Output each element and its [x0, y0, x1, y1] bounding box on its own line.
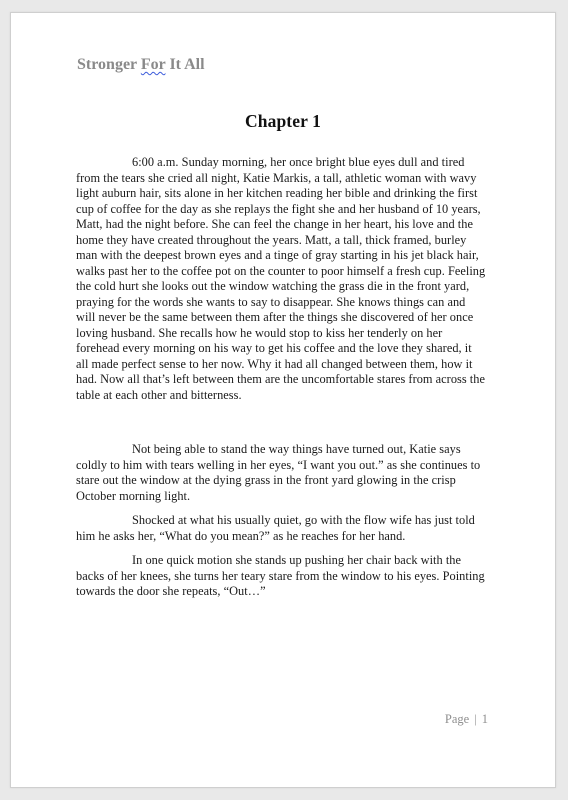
footer-page-number: 1: [481, 712, 488, 726]
header-title-part-1: Stronger: [77, 56, 141, 73]
document-page[interactable]: [10, 12, 556, 788]
body-paragraph-3: Shocked at what his usually quiet, go with the flow wife has just told him he asks her, “What do you mean?” as he reaches for her hand.: [76, 513, 475, 543]
document-body[interactable]: [76, 155, 487, 609]
body-paragraph-2: Not being able to stand the way things have turned out, Katie says coldly to him with tears welling in her eyes, “I want you out.” as she continues to stare out the window at the dying grass in the front yard glowing in the crisp October morning light.: [76, 442, 481, 503]
document-header: [77, 56, 205, 74]
spellcheck-flagged-word[interactable]: For: [140, 56, 166, 73]
chapter-title: Chapter 1: [245, 111, 321, 131]
footer-separator: |: [474, 712, 477, 726]
footer-page-label: Page: [444, 712, 470, 726]
body-paragraph-1: 6:00 a.m. Sunday morning, her once bright blue eyes dull and tired from the tears she cried all night, Katie Markis, a tall, athletic woman with wavy light auburn hair, sits alone in her kitchen reading her bible and drinking the first cup of coffee for the day as she replays the fight she and her husband of 10 years, Matt, had the night before. She can feel the change in her heart, his love and the home they have created throughout the years. Matt, a tall, thick framed, burley man with the deepest brown eyes and a tinge of gray starting in his jet black hair, walks past her to the coffee pot on the counter to poor himself a fresh cup. Feeling the cold hurt she looks out the window watching the grass die in the front yard, praying for the words she wants to say to disappear. She knows things can and will never be the same between them after the things she discovered of her once loving husband. She recalls how he would stop to kiss her tenderly on her forehead every morning on his way to get his coffee and the love they shared, it all made perfect sense to her now. Why it had all changed between them, how it had. Now all that’s left between them are the uncomfortable stares from across the table at each other and bitterness.: [76, 155, 486, 402]
header-title-part-2: It All: [165, 56, 205, 73]
page-footer: [445, 712, 488, 727]
body-paragraph-4: In one quick motion she stands up pushing her chair back with the backs of her knees, she turns her teary stare from the window to his eyes. Pointing towards the door she repeats, “Out…”: [76, 553, 485, 598]
